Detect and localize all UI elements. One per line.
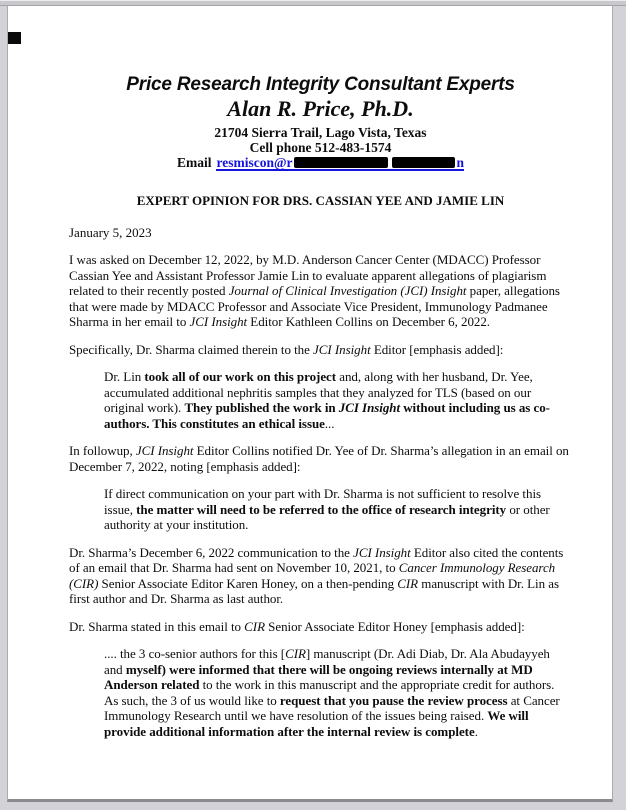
quote-sharma-claim (104, 369, 572, 431)
text-line (69, 591, 572, 607)
text-line (69, 283, 572, 299)
text-run: the matter will need to be referred to the office of research integrity (136, 501, 507, 517)
text-line (104, 517, 572, 533)
email-redaction-bar (392, 157, 455, 168)
text-line (69, 314, 572, 330)
text-run: request that you pause the review process (279, 692, 508, 708)
text-run: Journal of Clinical Investigation (JCI) Insight (228, 283, 467, 298)
text-run: JCI Insight (353, 544, 411, 560)
organization-name: Price Research Integrity Consultant Experts (126, 74, 515, 95)
text-line (104, 677, 572, 693)
text-line (69, 545, 572, 561)
text-run: Cassian Yee and Assistant Professor Jamie Lin to evaluate apparent allegations of plagiarism (69, 267, 547, 283)
text-run: and (104, 661, 126, 677)
text-run: JCI Insight (189, 314, 248, 329)
text-run: Specifically, Dr. Sharma claimed therein to the (69, 341, 314, 357)
email-redaction-bar (294, 157, 388, 168)
text-run: JCI Insight (338, 400, 401, 415)
text-run: Sharma in her email to (69, 314, 190, 329)
text-line (104, 662, 572, 678)
text-run: Senior Associate Editor Honey [emphasis added]: (264, 618, 525, 634)
text-run: Cancer Immunology Research (398, 560, 556, 575)
text-run: authority at your institution. (104, 517, 249, 532)
text-run: Dr. Sharma’s December 6, 2022 communication to the (69, 544, 354, 560)
address-line: 21704 Sierra Trail, Lago Vista, Texas (214, 125, 427, 140)
text-run: CIR (285, 646, 306, 661)
text-run: . (474, 723, 478, 739)
text-run: CIR (397, 575, 419, 591)
text-line (69, 342, 572, 358)
text-run: Editor Kathleen Collins on December 6, 2022. (247, 314, 491, 329)
text-run: or other (506, 501, 550, 517)
text-run: Editor Collins notified Dr. Yee of Dr. Sharma’s allegation in an email on (193, 443, 569, 458)
text-run: Immunology Research until we have resolution of the issues being raised. (104, 708, 488, 723)
text-run: provide additional information after the internal review is complete (104, 723, 475, 739)
text-line (69, 268, 572, 284)
text-run: of an email that Dr. Sharma had sent on November 10, 2021, to (69, 560, 399, 575)
text-run: (CIR) (69, 575, 99, 591)
text-run: paper, allegations (466, 283, 560, 298)
text-line (104, 693, 572, 709)
date-line: January 5, 2023 (69, 224, 152, 240)
paragraph-cir-background (69, 545, 572, 607)
text-run: related to their recently posted (69, 283, 229, 298)
text-line (69, 443, 572, 459)
text-run: They published the work in (184, 400, 339, 415)
text-run: ... (324, 415, 335, 431)
text-run: JCI Insight (313, 341, 371, 357)
email-visible-end: n (456, 155, 465, 170)
text-run: ] manuscript (Dr. Adi Diab, Dr. Ala Abudayyeh (305, 646, 550, 661)
text-run: Dr. Sharma stated in this email to (69, 618, 245, 634)
text-run: December 7, 2022, noting [emphasis added]: (69, 458, 301, 474)
text-run: I was asked on December 12, 2022, by M.D. Anderson Cancer Center (MDACC) Professor (69, 252, 541, 267)
text-line (104, 385, 572, 401)
text-run: first author and Dr. Sharma as last author. (69, 591, 284, 606)
text-line (69, 299, 572, 315)
document-page (7, 6, 613, 802)
corner-redaction-mark (8, 32, 21, 44)
text-run: Senior Associate Editor Karen Honey, on a then-pending (98, 575, 398, 591)
paragraph-cir-email-lead (69, 619, 572, 635)
text-run: If direct communication on your part with Dr. Sharma is not sufficient to resolve this (104, 486, 542, 501)
text-run: Editor [emphasis added]: (370, 341, 504, 357)
letterhead (69, 74, 572, 171)
phone-line: Cell phone 512-483-1574 (249, 140, 392, 155)
paragraph-followup-lead (69, 443, 572, 474)
text-line (69, 459, 572, 475)
text-run: and, along with her husband, Dr. Yee, (336, 369, 533, 384)
text-line (104, 369, 572, 385)
text-line (69, 252, 572, 268)
text-run: Dr. Lin (104, 369, 145, 384)
text-run: CIR (244, 618, 265, 634)
text-run: took all of our work on this project (144, 369, 337, 384)
author-name: Alan R. Price, Ph.D. (227, 96, 414, 121)
text-line (104, 502, 572, 518)
text-line (104, 646, 572, 662)
text-line (104, 724, 572, 740)
text-line (69, 619, 572, 635)
email-link[interactable] (216, 156, 464, 171)
page-content (8, 74, 612, 739)
text-line (104, 708, 572, 724)
text-line (104, 400, 572, 416)
text-run: that were made by MDACC Professor and Associate Vice President, Immunology Padmanee (69, 298, 548, 314)
text-run: myself) were informed that there will be ongoing reviews internally at MD (125, 661, 533, 677)
text-run: accumulated additional nephritis samples that they analyzed for TLS (based on our (104, 384, 532, 400)
text-line (104, 416, 572, 432)
text-run: authors. This constitutes an ethical issue (104, 415, 325, 431)
text-run: As such, the 3 of us would like to (104, 692, 280, 708)
email-label: Email (176, 155, 212, 170)
quote-sharma-cir-email (104, 646, 572, 739)
text-run: manuscript with Dr. Lin as (418, 575, 559, 591)
text-line (104, 486, 572, 502)
text-run: JCI Insight (135, 443, 194, 458)
quote-editor-collins (104, 486, 572, 533)
text-line (69, 576, 572, 592)
text-run: issue, (104, 501, 137, 517)
text-run: We will (487, 708, 529, 723)
text-line (69, 560, 572, 576)
email-visible-start: resmiscon@r (216, 155, 293, 170)
email-line (69, 155, 572, 171)
paragraph-claim-lead (69, 342, 572, 358)
text-run: Editor also cited the contents (410, 544, 564, 560)
text-run: at Cancer (507, 692, 560, 708)
text-run: original work). (104, 400, 185, 415)
paragraph-intro (69, 252, 572, 330)
text-run: Anderson related (104, 677, 200, 692)
text-run: to the work in this manuscript and the appropriate credit for authors. (199, 677, 555, 692)
text-run: without including us as co- (400, 400, 550, 415)
text-run: .... the 3 co-senior authors for this [ (104, 646, 286, 661)
text-run: In followup, (69, 443, 136, 458)
document-title: EXPERT OPINION FOR DRS. CASSIAN YEE AND JAMIE LIN (136, 193, 505, 208)
